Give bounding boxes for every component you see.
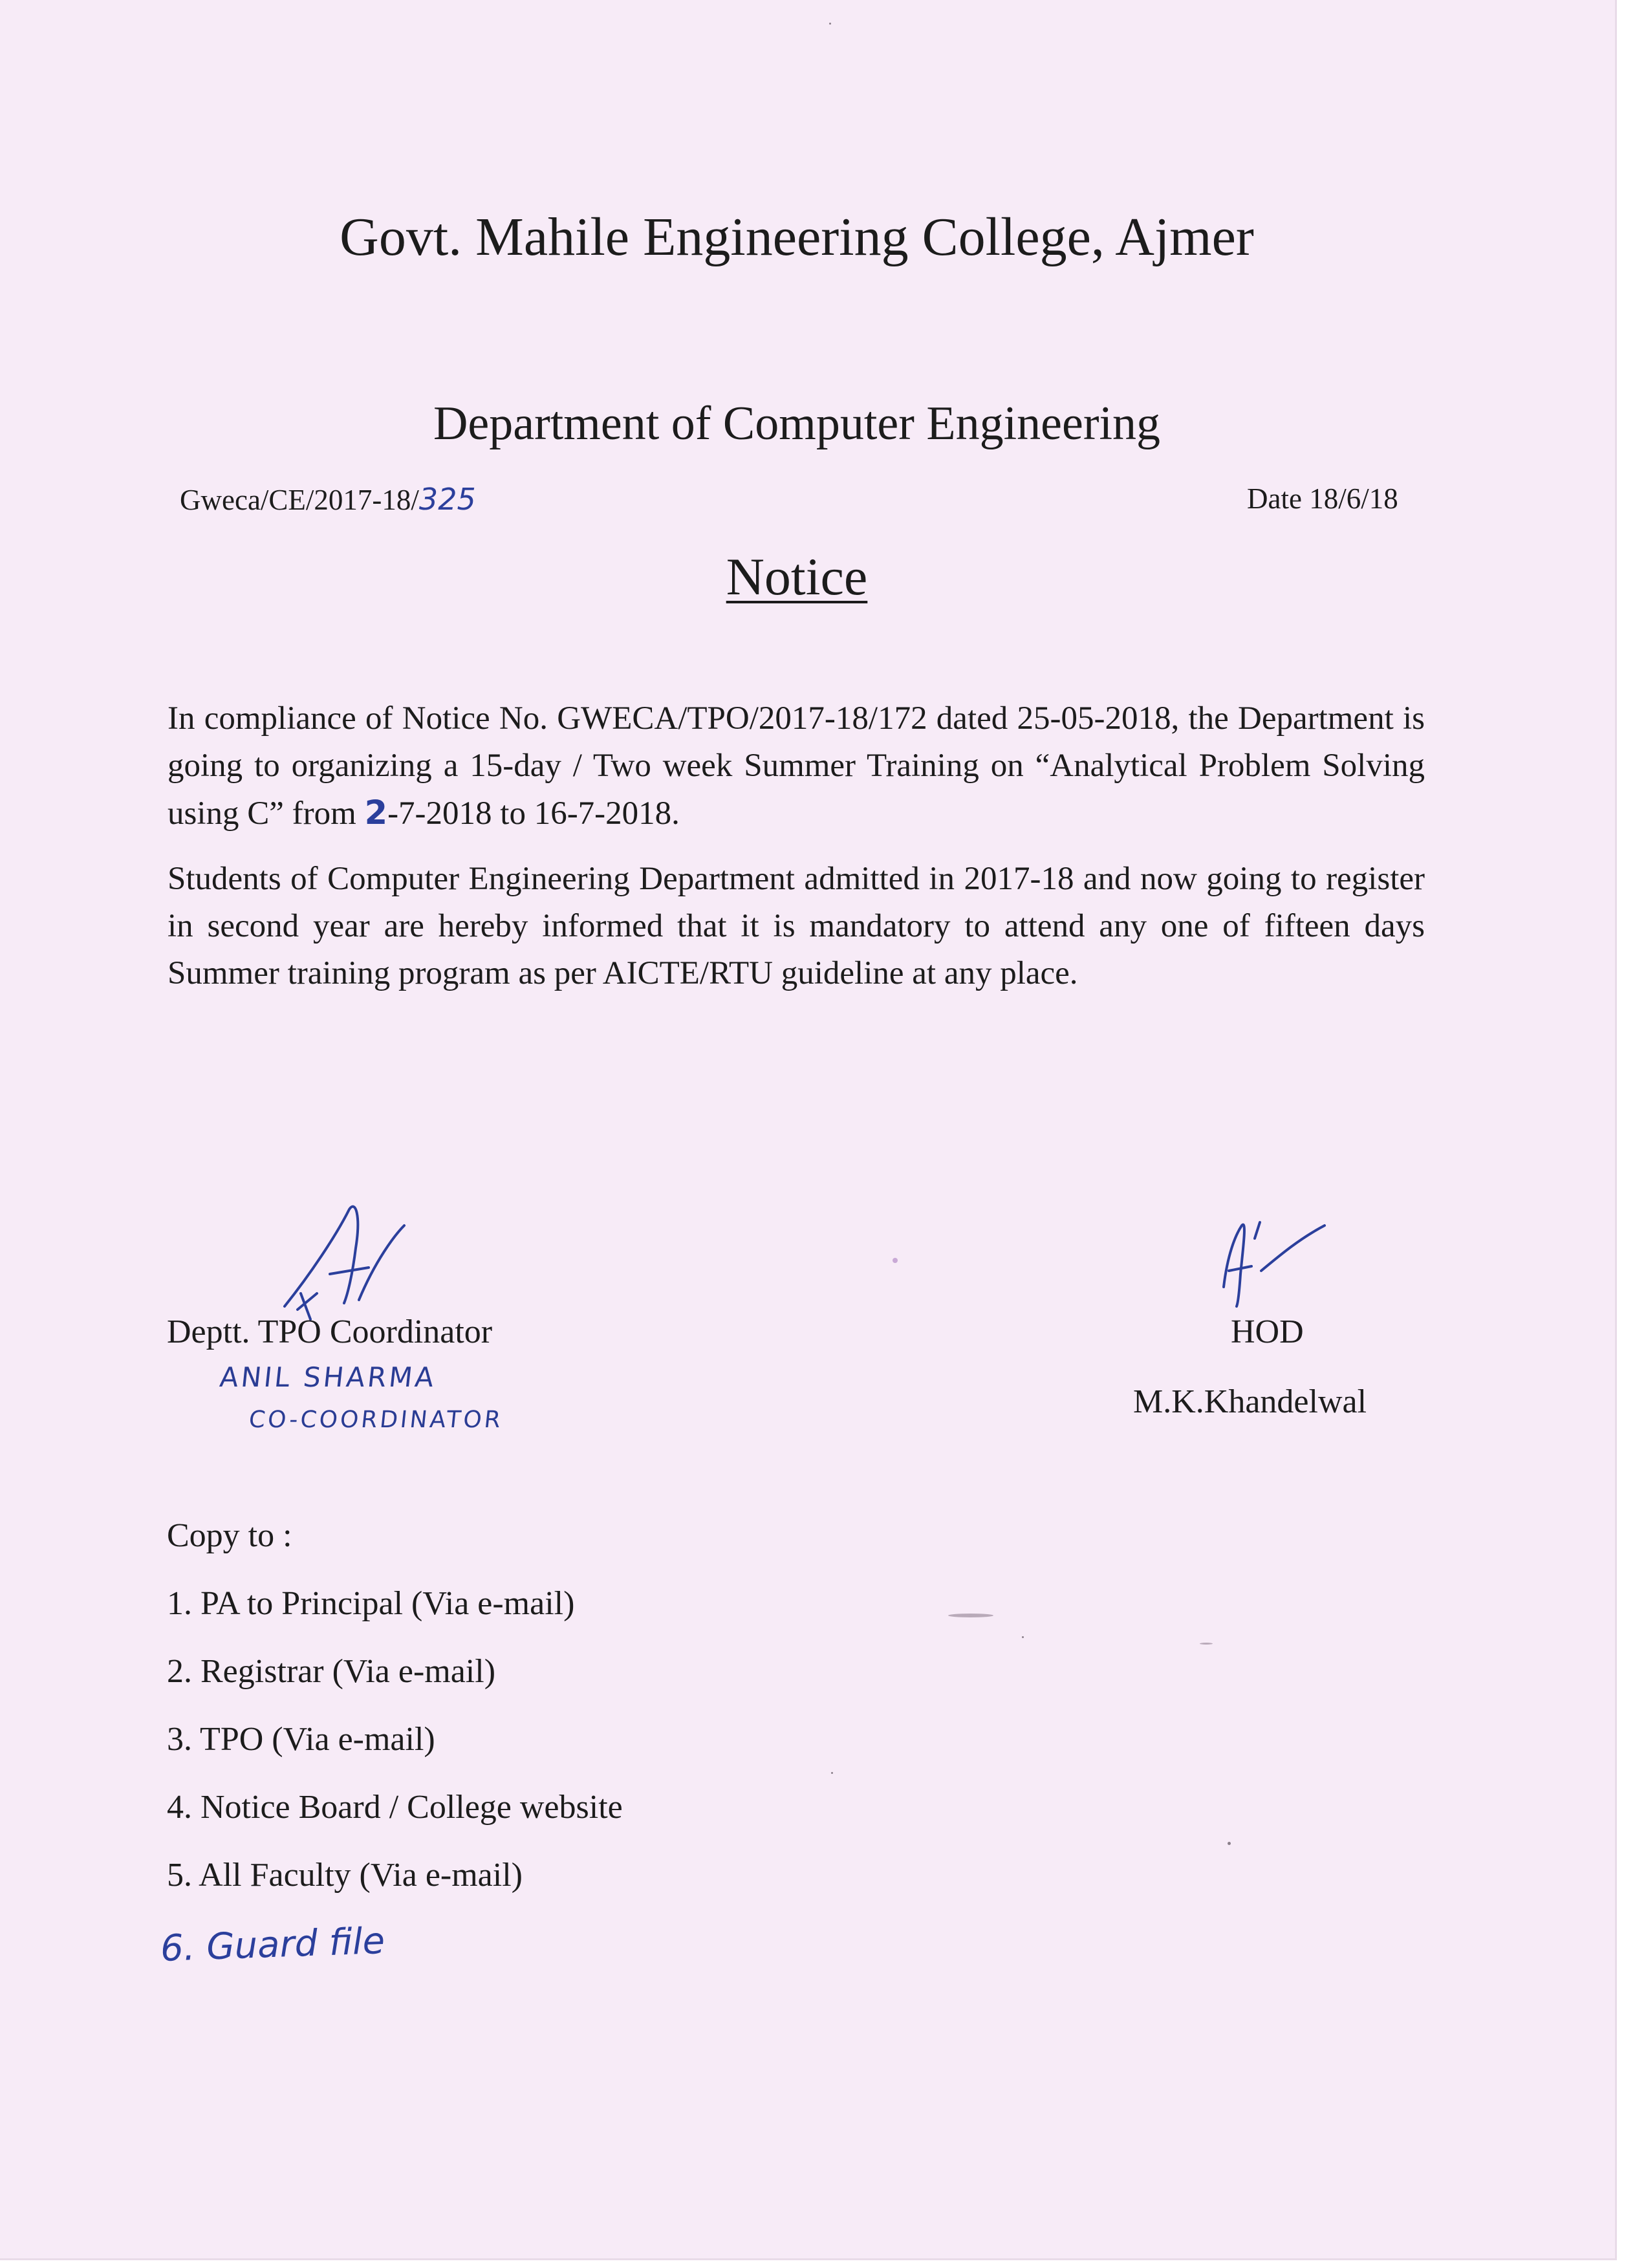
hod-signature [1216,1209,1332,1313]
hod-title: HOD [1231,1313,1304,1350]
notice-title: Notice [726,547,868,606]
reference-number [180,482,476,517]
paragraph-1-text-a: In compliance of Notice No. GWECA/TPO/2017-18/172 dated 25-05-2018, the Department is going to organizing a 15-day / Two week Summer Training on “Analytical Problem Solving using C” from [168,700,1425,832]
scan-speck [893,1258,898,1263]
department-name: Department of Computer Engineering [433,397,1161,450]
scan-speck [948,1614,993,1617]
notice-date: Date 18/6/18 [1247,482,1398,515]
scan-speck [1022,1636,1024,1638]
tpo-handwritten-name: ANIL SHARMA [218,1361,438,1393]
scan-speck [829,23,831,25]
scan-edge-right [1617,0,1635,2268]
copy-to-item: 4. Notice Board / College website [167,1789,623,1826]
copy-to-item: 3. TPO (Via e-mail) [167,1721,435,1758]
copy-to-item: 5. All Faculty (Via e-mail) [167,1857,523,1894]
reference-handwritten: 325 [418,482,476,517]
paragraph-1-handwritten-day: 2 [364,794,388,832]
hod-name: M.K.Khandelwal [1133,1383,1367,1420]
scan-speck [1200,1643,1213,1645]
reference-prefix: Gweca/CE/2017-18/ [180,484,419,516]
scan-speck [1228,1842,1231,1845]
notice-paragraph-1 [168,695,1425,837]
copy-to-item: 1. PA to Principal (Via e-mail) [167,1585,575,1622]
scan-edge-bottom [0,2260,1635,2268]
tpo-handwritten-role: CO-COORDINATOR [247,1407,504,1433]
copy-to-handwritten-item: 6. Guard file [159,1919,386,1971]
scan-speck [831,1772,833,1774]
paragraph-1-text-b: -7-2018 to 16-7-2018. [387,795,680,832]
college-name: Govt. Mahile Engineering College, Ajmer [340,207,1254,267]
notice-paragraph-2: Students of Computer Engineering Department admitted in 2017-18 and now going to register in second year are hereby informed that it is mandatory to attend any one of fifteen days Summer training program as per AICTE/RTU guideline at any place. [168,861,1425,991]
tpo-coordinator-title: Deptt. TPO Coordinator [167,1313,493,1350]
copy-to-heading: Copy to : [167,1517,292,1554]
copy-to-item: 2. Registrar (Via e-mail) [167,1653,496,1690]
